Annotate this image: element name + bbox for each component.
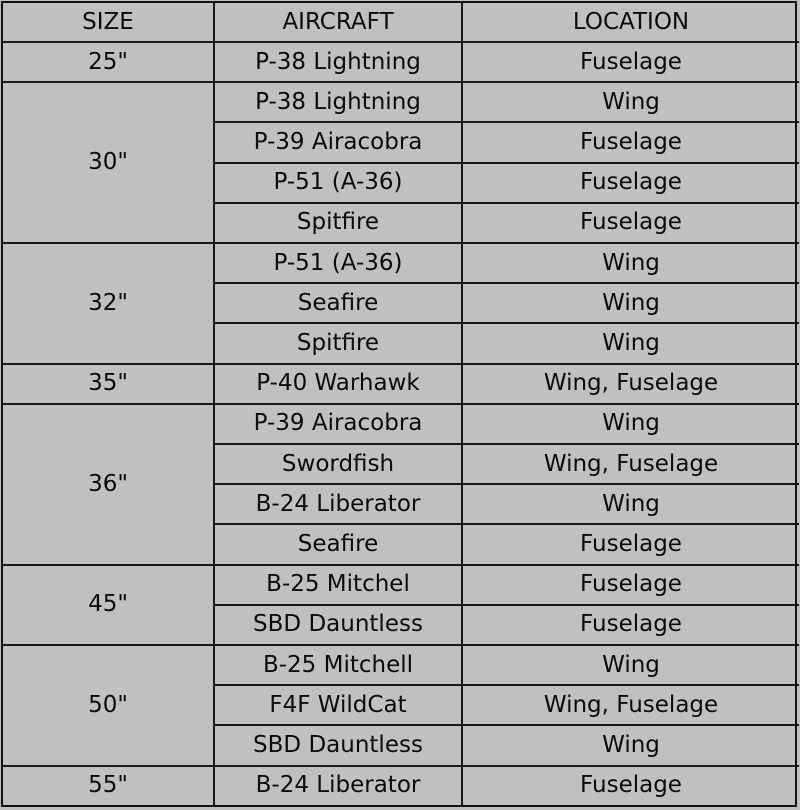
location-cell: Wing — [462, 645, 799, 685]
size-cell: 45" — [3, 565, 214, 645]
table-row — [3, 42, 799, 82]
location-cell: Fuselage — [462, 766, 799, 805]
aircraft-cell: Seafire — [214, 283, 462, 323]
aircraft-cell: B-25 Mitchell — [214, 645, 462, 685]
location-cell: Wing, Fuselage — [462, 685, 799, 725]
table-row — [3, 82, 799, 122]
aircraft-cell: F4F WildCat — [214, 685, 462, 725]
aircraft-cell: Seafire — [214, 524, 462, 564]
aircraft-cell: B-25 Mitchel — [214, 565, 462, 605]
size-cell: 55" — [3, 766, 214, 805]
aircraft-cell: SBD Dauntless — [214, 725, 462, 765]
location-cell: Wing — [462, 404, 799, 444]
location-cell: Wing, Fuselage — [462, 444, 799, 484]
location-cell: Fuselage — [462, 203, 799, 243]
aircraft-cell: P-39 Airacobra — [214, 122, 462, 162]
aircraft-cell: P-51 (A-36) — [214, 163, 462, 203]
size-chart-table-container — [1, 1, 797, 807]
table-row — [3, 565, 799, 605]
location-cell: Wing — [462, 243, 799, 283]
aircraft-cell: P-38 Lightning — [214, 42, 462, 82]
aircraft-cell: P-51 (A-36) — [214, 243, 462, 283]
size-cell: 50" — [3, 645, 214, 766]
table-row — [3, 645, 799, 685]
aircraft-cell: B-24 Liberator — [214, 484, 462, 524]
location-cell: Wing — [462, 725, 799, 765]
size-cell: 32" — [3, 243, 214, 364]
table-row — [3, 364, 799, 404]
aircraft-cell: Swordfish — [214, 444, 462, 484]
location-cell: Fuselage — [462, 524, 799, 564]
location-cell: Wing — [462, 323, 799, 363]
header-row — [3, 3, 799, 42]
aircraft-cell: B-24 Liberator — [214, 766, 462, 805]
size-cell: 25" — [3, 42, 214, 82]
header-aircraft: AIRCRAFT — [214, 3, 462, 42]
location-cell: Wing — [462, 484, 799, 524]
size-chart-table — [3, 3, 799, 805]
location-cell: Wing — [462, 283, 799, 323]
table-row — [3, 766, 799, 805]
table-body — [3, 42, 799, 805]
table-row — [3, 243, 799, 283]
table-row — [3, 404, 799, 444]
size-cell: 30" — [3, 82, 214, 243]
header-size: SIZE — [3, 3, 214, 42]
location-cell: Wing, Fuselage — [462, 364, 799, 404]
location-cell: Fuselage — [462, 42, 799, 82]
aircraft-cell: SBD Dauntless — [214, 605, 462, 645]
header-location: LOCATION — [462, 3, 799, 42]
location-cell: Fuselage — [462, 605, 799, 645]
aircraft-cell: P-38 Lightning — [214, 82, 462, 122]
location-cell: Fuselage — [462, 163, 799, 203]
aircraft-cell: P-39 Airacobra — [214, 404, 462, 444]
size-cell: 36" — [3, 404, 214, 565]
size-cell: 35" — [3, 364, 214, 404]
location-cell: Fuselage — [462, 122, 799, 162]
aircraft-cell: P-40 Warhawk — [214, 364, 462, 404]
location-cell: Fuselage — [462, 565, 799, 605]
location-cell: Wing — [462, 82, 799, 122]
aircraft-cell: Spitfire — [214, 203, 462, 243]
aircraft-cell: Spitfire — [214, 323, 462, 363]
